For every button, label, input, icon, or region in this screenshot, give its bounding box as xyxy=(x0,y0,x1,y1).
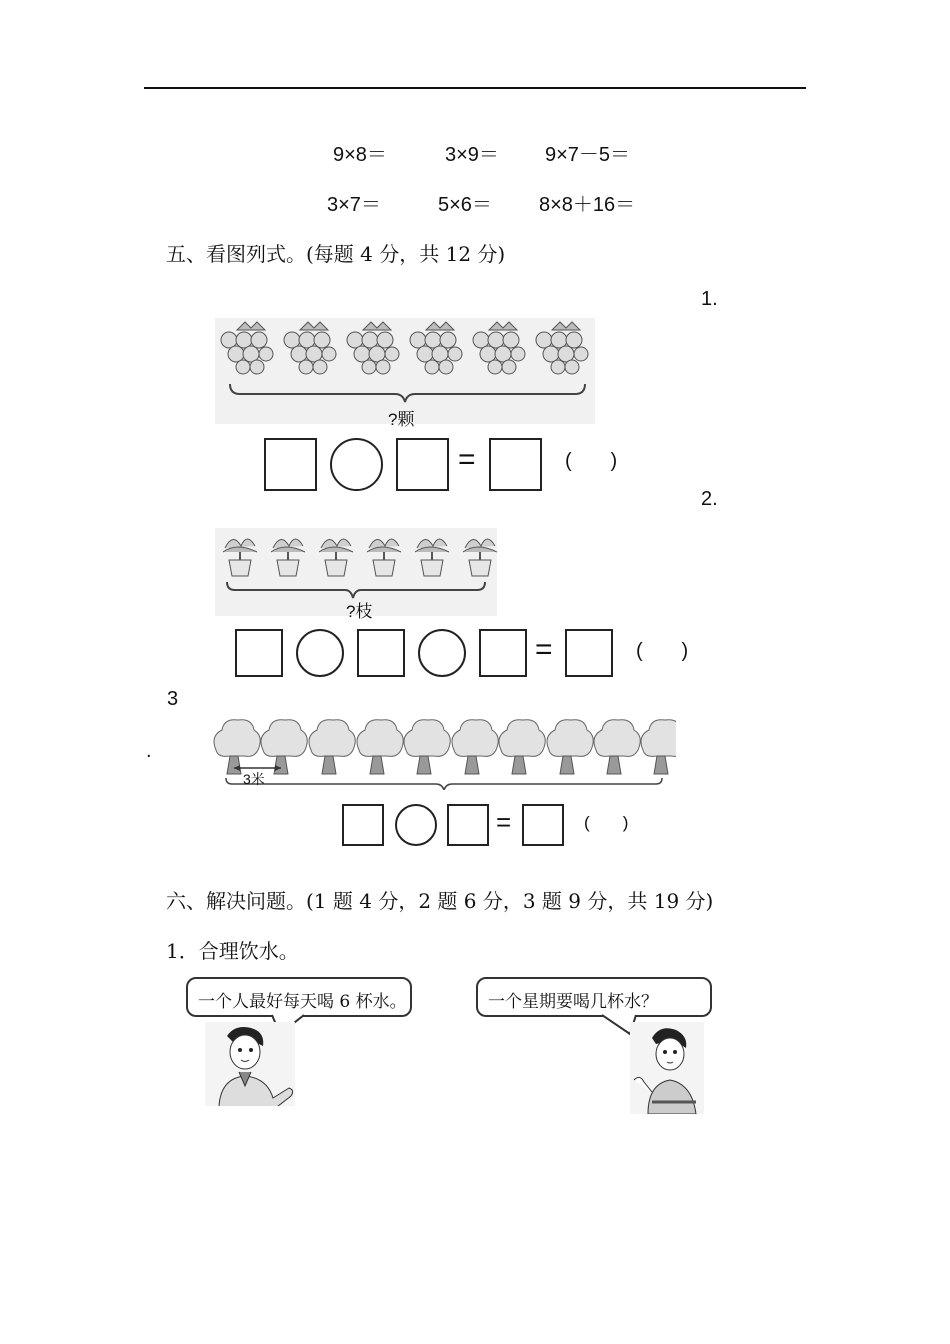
question-number: 3 xyxy=(167,688,179,710)
speech-bubble-left: 一个人最好每天喝 6 杯水。 xyxy=(186,977,412,1017)
question-title: 1．合理饮水。 xyxy=(166,939,299,963)
operator-circle[interactable] xyxy=(296,629,344,677)
equals-sign: = xyxy=(535,633,553,666)
question-number: 2. xyxy=(701,488,718,510)
picture-caption: ?枝 xyxy=(346,602,373,621)
question-number: 1. xyxy=(701,288,718,310)
calc-item: 3×9＝ xyxy=(445,144,499,166)
tree-icon xyxy=(214,720,260,774)
answer-box[interactable] xyxy=(565,629,613,677)
top-rule xyxy=(144,87,806,89)
brace-icon xyxy=(226,778,662,790)
question-dot: . xyxy=(146,740,152,762)
calc-item: 3×7＝ xyxy=(327,194,381,216)
operator-circle[interactable] xyxy=(418,629,466,677)
answer-box[interactable] xyxy=(342,804,384,846)
answer-box[interactable] xyxy=(357,629,405,677)
equals-sign: = xyxy=(496,807,512,837)
answer-box[interactable] xyxy=(264,438,317,491)
calc-item: 5×6＝ xyxy=(438,194,492,216)
answer-box[interactable] xyxy=(235,629,283,677)
section6-heading: 六、解决问题。(1 题 4 分，2 题 6 分，3 题 9 分，共 19 分) xyxy=(166,889,714,913)
operator-circle[interactable] xyxy=(395,804,437,846)
calc-item: 9×8＝ xyxy=(333,144,387,166)
equals-sign: = xyxy=(458,443,476,476)
speech-bubble-right: 一个星期要喝几杯水？ xyxy=(476,977,712,1017)
boy-left-icon xyxy=(205,1022,295,1106)
section5-heading: 五、看图列式。(每题 4 分，共 12 分) xyxy=(166,242,506,266)
picture-caption: ?颗 xyxy=(388,410,415,429)
answer-box[interactable] xyxy=(447,804,489,846)
unit-blank[interactable]: ( ) xyxy=(584,813,629,832)
answer-box[interactable] xyxy=(489,438,542,491)
unit-blank[interactable]: ( ) xyxy=(636,640,689,662)
boy-right-icon xyxy=(630,1022,704,1114)
calc-item: 9×7－5＝ xyxy=(545,144,631,166)
calc-item: 8×8＋16＝ xyxy=(539,194,636,216)
trees-picture xyxy=(210,718,676,790)
answer-box[interactable] xyxy=(522,804,564,846)
answer-box[interactable] xyxy=(479,629,527,677)
answer-box[interactable] xyxy=(396,438,449,491)
operator-circle[interactable] xyxy=(330,438,383,491)
unit-blank[interactable]: ( ) xyxy=(565,450,618,472)
distance-label: 3米 xyxy=(243,771,265,787)
